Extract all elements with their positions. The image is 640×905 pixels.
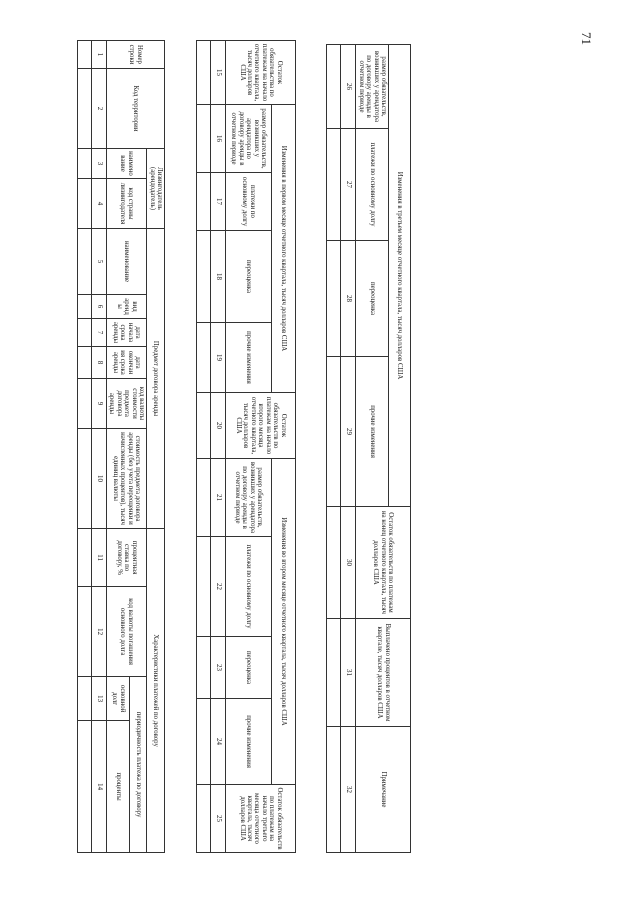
col-header-periodicity: периодичность платежа по договору — [130, 677, 147, 853]
column-number: 1 — [91, 41, 106, 69]
col-header-value-currency: код валюты стоимости предмета договора аренды — [106, 379, 146, 429]
column-number: 9 — [91, 379, 106, 429]
empty-data-row — [197, 41, 211, 853]
lease-table-1 — [77, 40, 165, 853]
column-number: 11 — [91, 529, 106, 587]
col-header-balance-third-month: Остаток обязательств по платежам на начало третьего месяца отчетного квартала, тысяч долларов США — [226, 785, 296, 853]
column-number: 19 — [211, 323, 226, 393]
col-header-obligation-arising: размер обязательств, возникших у арендатора по договору аренды в отчетном периоде — [356, 45, 389, 129]
col-header-revaluation: переоценка — [226, 637, 272, 699]
column-number: 23 — [211, 637, 226, 699]
col-header-revaluation: переоценка — [356, 241, 389, 357]
col-header-second-month-changes: Изменения во втором месяце отчетного квартала, тысяч долларов США — [272, 459, 296, 785]
column-number: 2 — [91, 69, 106, 149]
col-header-interest-rate: процентная ставка по договору, % — [106, 529, 146, 587]
col-header-lease-subject: Предмет договора аренды — [147, 229, 165, 529]
col-header-territory-code: Код территории — [106, 69, 164, 149]
column-number: 16 — [211, 105, 226, 173]
col-header-other-changes: прочие изменения — [356, 357, 389, 507]
column-number: 29 — [341, 357, 356, 507]
column-number: 3 — [91, 149, 106, 179]
col-header-interest-paid: Выплачено процентов в отчетном квартале, тысяч долларов США — [356, 619, 411, 727]
column-number: 25 — [211, 785, 226, 853]
col-header-balance-quarter-start: Остаток обязательства по платежам на начало отчетного квартала, тысяч долларов США — [226, 41, 296, 105]
col-header-other-changes: прочие изменения — [226, 699, 272, 785]
column-number: 13 — [91, 677, 106, 721]
column-number-row — [211, 41, 226, 853]
col-header-balance-second-month: Остаток обязательств по платежам на начало второго месяца отчетного квартала, тысяч долларов США — [226, 393, 296, 459]
column-number: 32 — [341, 727, 356, 853]
column-number: 4 — [91, 179, 106, 229]
col-header-obligation-arising: размер обязательств, возникших у арендатора по договору аренды в отчетном периоде — [226, 459, 272, 537]
col-header-revaluation: переоценка — [226, 231, 272, 323]
col-header-subject-value: стоимость предмета договора аренды (без учета переоценки и начисленных процентов), тысяч единиц валюты — [106, 429, 146, 529]
col-header-lessor-country: код страны лизингодателя — [106, 179, 146, 229]
empty-data-row — [327, 45, 341, 853]
col-header-payment-characteristics: Характеристики платежей по договору — [147, 529, 165, 853]
col-header-row-number: Номер строки — [106, 41, 164, 69]
col-header-principal-payments: платежи по основному долгу — [226, 537, 272, 637]
col-header-note: Примечание — [356, 727, 411, 853]
col-header-repayment-currency: код валюты погашения основного долга — [106, 587, 146, 677]
column-number: 21 — [211, 459, 226, 537]
column-number: 20 — [211, 393, 226, 459]
col-header-start-date: дата начала срока аренды — [106, 319, 146, 347]
col-header-third-month-changes: Изменения в третьем месяце отчетного квартала, тысяч долларов США — [389, 45, 411, 507]
column-number: 8 — [91, 347, 106, 379]
column-number: 30 — [341, 507, 356, 619]
lease-table-3 — [326, 44, 411, 853]
lease-table-2 — [196, 40, 296, 853]
col-header-other-changes: прочие изменения — [226, 323, 272, 393]
column-number: 5 — [91, 229, 106, 295]
col-header-first-month-changes: Изменения в первом месяце отчетного квартала, тысяч долларов США — [272, 105, 296, 393]
col-header-lessor: Лизингодатель (арендодатель) — [147, 149, 165, 229]
col-header-interest: проценты — [106, 721, 130, 853]
empty-data-row — [77, 41, 91, 853]
column-number-row — [341, 45, 356, 853]
col-header-principal-payments: платежи по основному долгу — [226, 173, 272, 231]
col-header-lessor-name: наименование — [106, 149, 146, 179]
column-number: 31 — [341, 619, 356, 727]
column-number: 24 — [211, 699, 226, 785]
col-header-principal: основной долг — [106, 677, 130, 721]
col-header-end-date: дата окончания срока аренды — [106, 347, 146, 379]
column-number: 22 — [211, 537, 226, 637]
col-header-principal-payments: платежи по основному долгу — [356, 129, 389, 241]
col-header-subject-name: наименование — [106, 229, 146, 295]
column-number: 17 — [211, 173, 226, 231]
column-number: 15 — [211, 41, 226, 105]
column-number: 18 — [211, 231, 226, 323]
column-number: 7 — [91, 319, 106, 347]
page-number: 71 — [579, 32, 594, 45]
column-number: 6 — [91, 295, 106, 319]
column-number: 12 — [91, 587, 106, 677]
column-number: 10 — [91, 429, 106, 529]
column-number-row — [91, 41, 106, 853]
col-header-balance-quarter-end: Остаток обязательств по платежам на конец отчетного квартала, тысяч долларов США — [356, 507, 411, 619]
column-number: 28 — [341, 241, 356, 357]
col-header-lease-type: вид аренды — [106, 295, 146, 319]
col-header-obligation-arising: размер обязательств, возникших у арендатора по договору аренды в отчетном периоде — [226, 105, 272, 173]
column-number: 26 — [341, 45, 356, 129]
column-number: 14 — [91, 721, 106, 853]
column-number: 27 — [341, 129, 356, 241]
